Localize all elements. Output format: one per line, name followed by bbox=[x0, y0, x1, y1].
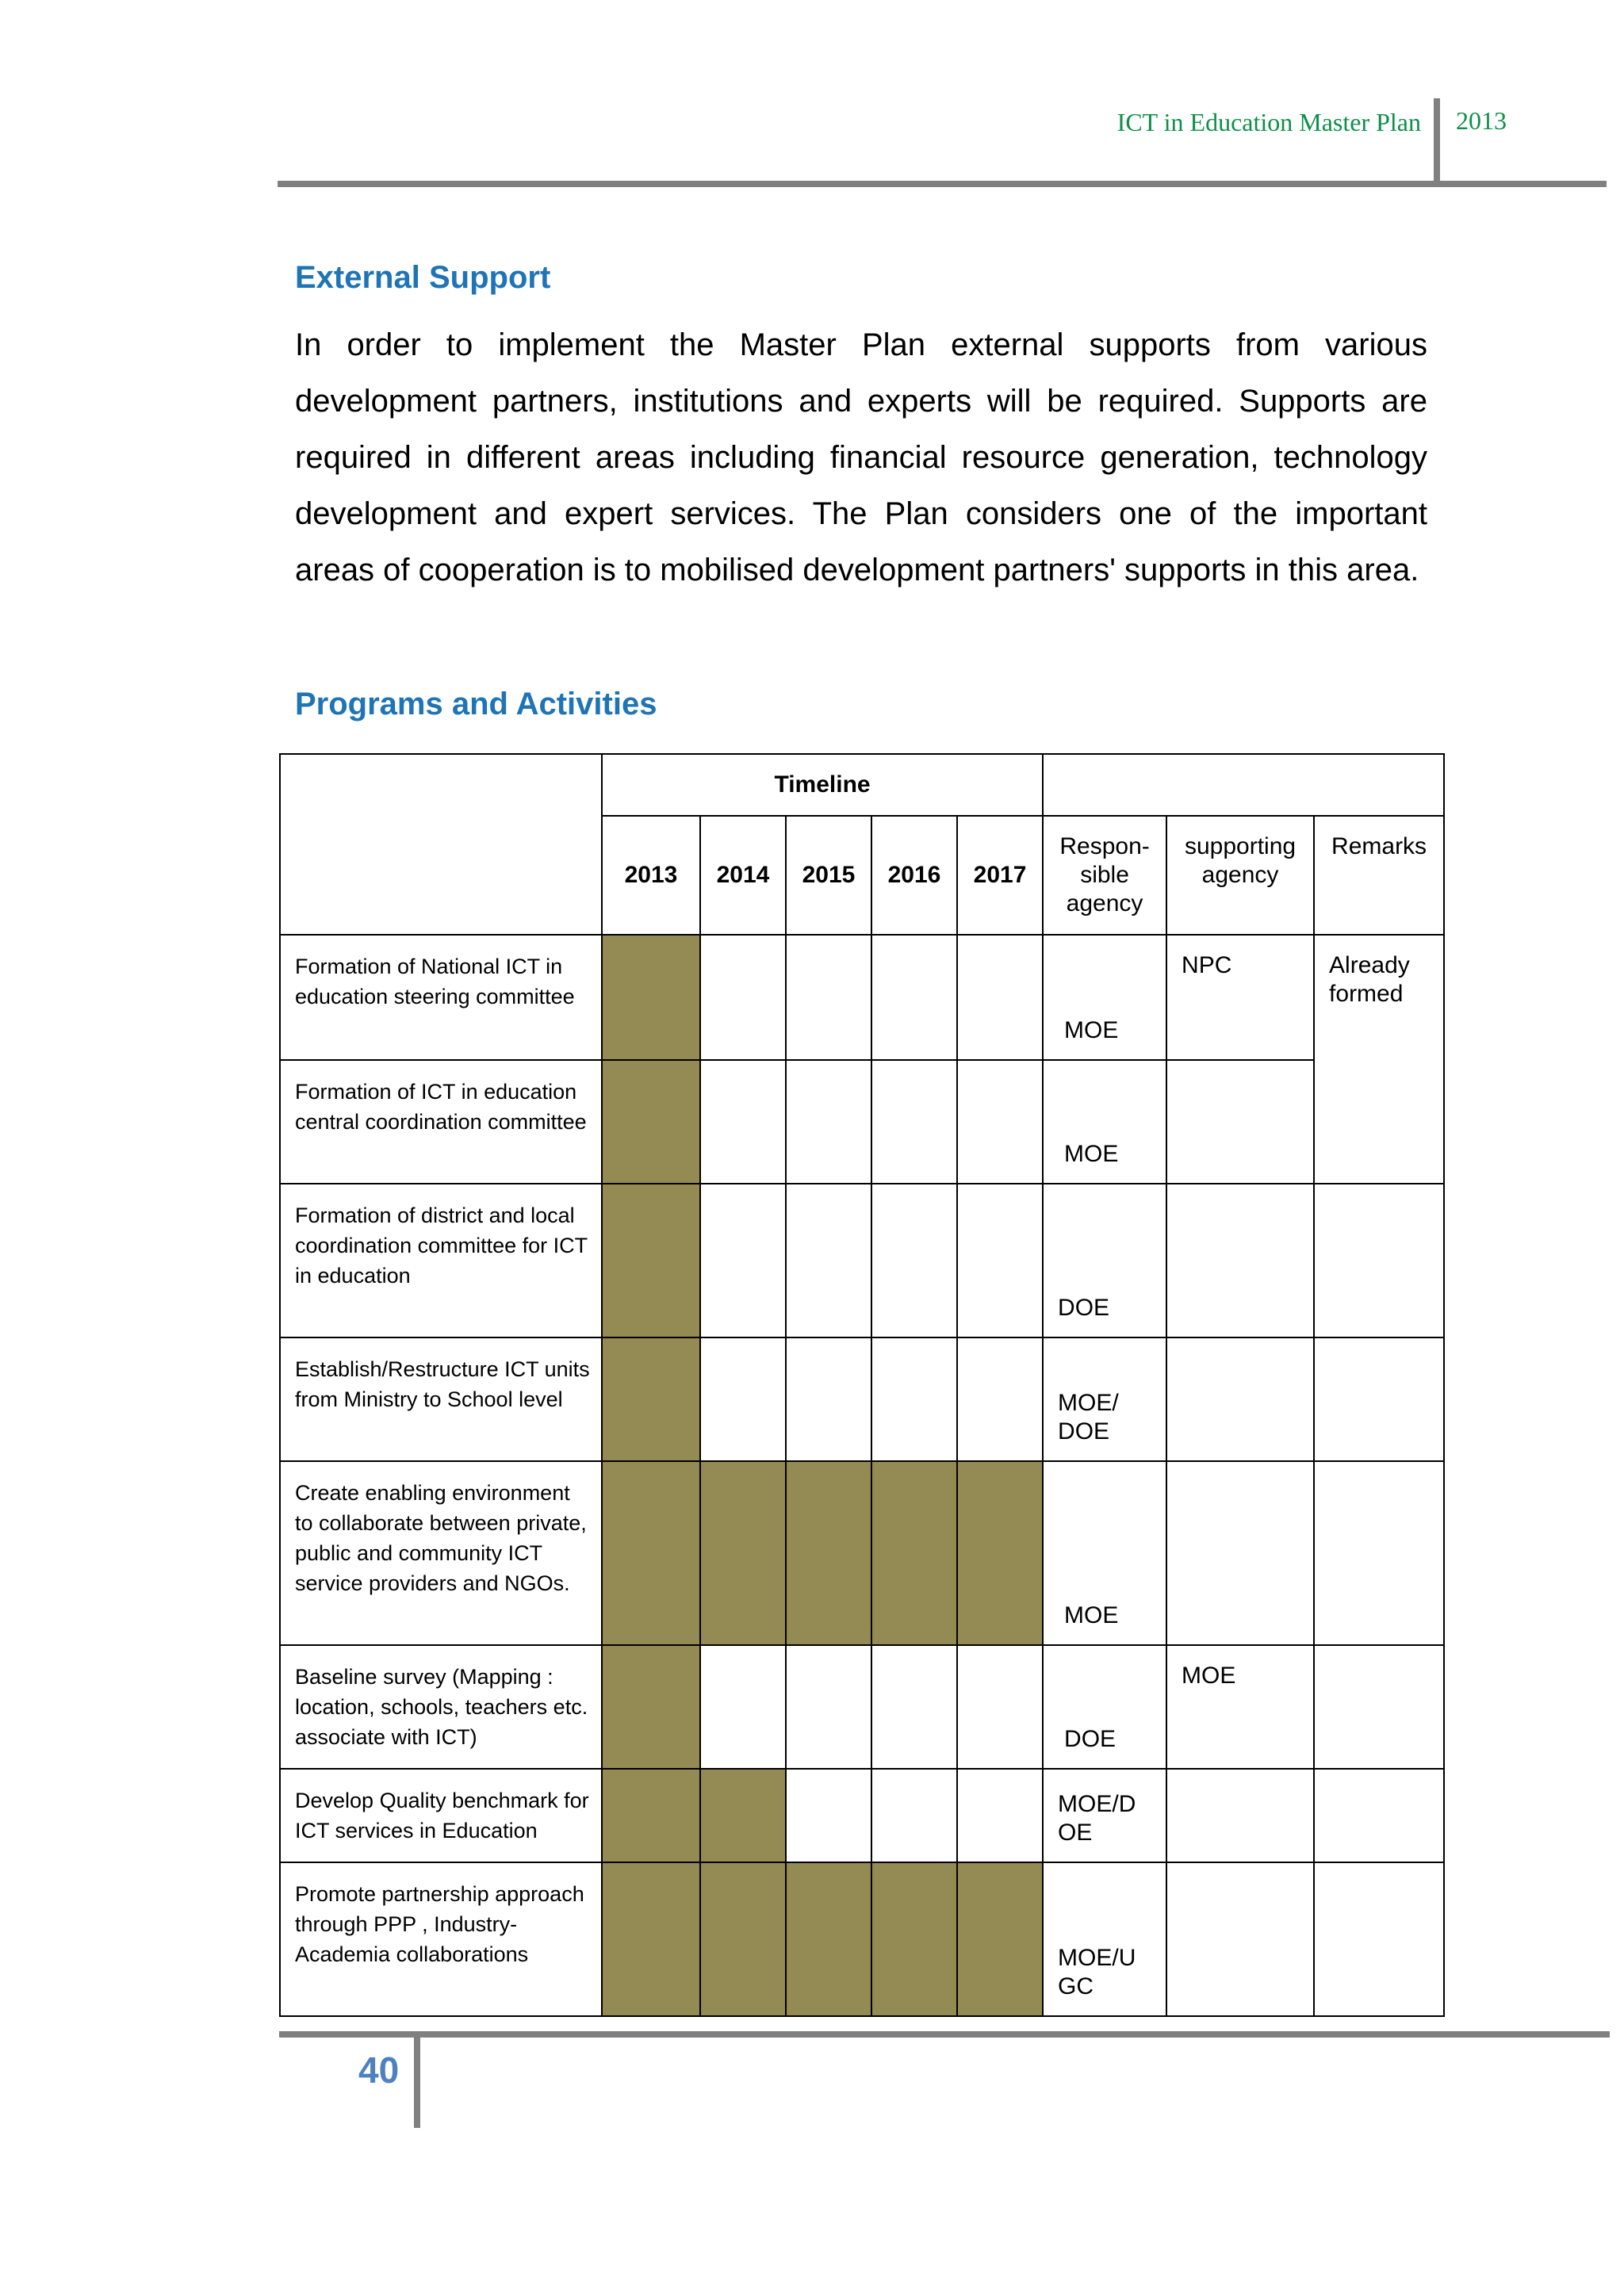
timeline-cell-2017 bbox=[957, 1645, 1043, 1769]
remarks-cell bbox=[1314, 1337, 1444, 1461]
timeline-cell-2013 bbox=[602, 1184, 700, 1337]
responsible-agency-cell: MOE/ DOE bbox=[1043, 1337, 1166, 1461]
responsible-agency-cell: MOE/U GC bbox=[1043, 1862, 1166, 2016]
timeline-cell-2015 bbox=[786, 1060, 871, 1184]
timeline-cell-2017 bbox=[957, 1337, 1043, 1461]
timeline-cell-2017 bbox=[957, 1461, 1043, 1645]
timeline-cell-2015 bbox=[786, 935, 871, 1060]
year-header-2015: 2015 bbox=[786, 816, 871, 935]
remarks-cell bbox=[1314, 1461, 1444, 1645]
table-row bbox=[280, 1862, 1444, 2016]
table-row bbox=[280, 1769, 1444, 1862]
year-header-2016: 2016 bbox=[871, 816, 957, 935]
supporting-agency-cell: MOE bbox=[1166, 1645, 1314, 1769]
external-support-paragraph: In order to implement the Master Plan external supports from various development partners, institutions and experts will be required. Supports are required in different areas including financial resource generation, technology development and expert services. The Plan considers one of the important areas of cooperation is to mobilised development partners' supports in this area. bbox=[295, 327, 1427, 587]
running-header-title: ICT in Education Master Plan bbox=[1116, 108, 1421, 136]
supporting-agency-cell bbox=[1166, 1060, 1314, 1184]
timeline-cell-2017 bbox=[957, 1769, 1043, 1862]
supporting-agency-cell bbox=[1166, 1184, 1314, 1337]
supporting-agency-cell: NPC bbox=[1166, 935, 1314, 1060]
timeline-cell-2014 bbox=[700, 1060, 786, 1184]
responsible-agency-cell: MOE bbox=[1043, 1461, 1166, 1645]
timeline-cell-2014 bbox=[700, 1769, 786, 1862]
timeline-cell-2016 bbox=[871, 1337, 957, 1461]
activity-cell: Promote partnership approach through PPP , Industry- Academia collaborations bbox=[280, 1862, 602, 2016]
activity-cell: Baseline survey (Mapping : location, schools, teachers etc. associate with ICT) bbox=[280, 1645, 602, 1769]
supporting-agency-cell bbox=[1166, 1461, 1314, 1645]
activity-cell: Formation of ICT in education central coordination committee bbox=[280, 1060, 602, 1184]
timeline-cell-2017 bbox=[957, 935, 1043, 1060]
timeline-cell-2017 bbox=[957, 1184, 1043, 1337]
timeline-cell-2016 bbox=[871, 1862, 957, 2016]
page-number: 40 bbox=[358, 2049, 400, 2091]
timeline-cell-2014 bbox=[700, 1461, 786, 1645]
timeline-header: Timeline bbox=[602, 754, 1043, 816]
remarks-cell bbox=[1314, 1862, 1444, 2016]
timeline-cell-2013 bbox=[602, 1862, 700, 2016]
timeline-cell-2013 bbox=[602, 935, 700, 1060]
timeline-cell-2015 bbox=[786, 1337, 871, 1461]
timeline-cell-2013 bbox=[602, 1769, 700, 1862]
timeline-cell-2015 bbox=[786, 1184, 871, 1337]
remarks-cell: Already formed bbox=[1314, 935, 1444, 1184]
activity-cell: Establish/Restructure ICT units from Ministry to School level bbox=[280, 1337, 602, 1461]
table-row bbox=[280, 1645, 1444, 1769]
responsible-agency-cell: DOE bbox=[1043, 1184, 1166, 1337]
table-row bbox=[280, 1461, 1444, 1645]
supporting-agency-cell bbox=[1166, 1769, 1314, 1862]
year-header-2014: 2014 bbox=[700, 816, 786, 935]
timeline-cell-2014 bbox=[700, 935, 786, 1060]
timeline-cell-2016 bbox=[871, 1060, 957, 1184]
remarks-header: Remarks bbox=[1314, 816, 1444, 935]
remarks-cell bbox=[1314, 1184, 1444, 1337]
activity-cell: Formation of district and local coordination committee for ICT in education bbox=[280, 1184, 602, 1337]
agency-header-blank bbox=[1043, 754, 1444, 816]
timeline-cell-2016 bbox=[871, 1184, 957, 1337]
remarks-cell bbox=[1314, 1645, 1444, 1769]
programs-activities-table bbox=[279, 753, 1445, 2017]
timeline-cell-2015 bbox=[786, 1769, 871, 1862]
heading-external-support: External Support bbox=[295, 260, 551, 295]
timeline-cell-2014 bbox=[700, 1645, 786, 1769]
table-row bbox=[280, 1184, 1444, 1337]
timeline-cell-2016 bbox=[871, 1461, 957, 1645]
timeline-cell-2013 bbox=[602, 1337, 700, 1461]
timeline-cell-2014 bbox=[700, 1184, 786, 1337]
remarks-cell bbox=[1314, 1769, 1444, 1862]
footer-rule bbox=[279, 2031, 1610, 2038]
heading-programs-activities: Programs and Activities bbox=[295, 687, 657, 721]
year-header-2017: 2017 bbox=[957, 816, 1043, 935]
timeline-cell-2015 bbox=[786, 1645, 871, 1769]
header-divider-vertical bbox=[1434, 98, 1440, 186]
responsible-agency-cell: MOE/D OE bbox=[1043, 1769, 1166, 1862]
timeline-cell-2015 bbox=[786, 1461, 871, 1645]
responsible-agency-cell: DOE bbox=[1043, 1645, 1166, 1769]
header-rule bbox=[278, 181, 1607, 187]
timeline-cell-2014 bbox=[700, 1862, 786, 2016]
running-header-year: 2013 bbox=[1456, 106, 1507, 135]
activity-header-cell bbox=[280, 754, 602, 935]
responsible-agency-header: Respon- sible agency bbox=[1043, 816, 1166, 935]
timeline-cell-2014 bbox=[700, 1337, 786, 1461]
supporting-agency-cell bbox=[1166, 1862, 1314, 2016]
table-row bbox=[280, 1337, 1444, 1461]
timeline-cell-2013 bbox=[602, 1645, 700, 1769]
timeline-cell-2016 bbox=[871, 1645, 957, 1769]
activity-cell: Formation of National ICT in education steering committee bbox=[280, 935, 602, 1060]
footer-divider-vertical bbox=[414, 2031, 420, 2128]
timeline-cell-2017 bbox=[957, 1862, 1043, 2016]
activity-cell: Create enabling environment to collaborate between private, public and community ICT service providers and NGOs. bbox=[280, 1461, 602, 1645]
table-row bbox=[280, 935, 1444, 1060]
responsible-agency-cell: MOE bbox=[1043, 935, 1166, 1060]
table-row bbox=[280, 1060, 1444, 1184]
table-header-row-timeline bbox=[280, 754, 1444, 816]
timeline-cell-2016 bbox=[871, 1769, 957, 1862]
activity-cell: Develop Quality benchmark for ICT services in Education bbox=[280, 1769, 602, 1862]
year-header-2013: 2013 bbox=[602, 816, 700, 935]
supporting-agency-header: supporting agency bbox=[1166, 816, 1314, 935]
responsible-agency-cell: MOE bbox=[1043, 1060, 1166, 1184]
timeline-cell-2013 bbox=[602, 1461, 700, 1645]
timeline-cell-2015 bbox=[786, 1862, 871, 2016]
supporting-agency-cell bbox=[1166, 1337, 1314, 1461]
timeline-cell-2017 bbox=[957, 1060, 1043, 1184]
timeline-cell-2016 bbox=[871, 935, 957, 1060]
timeline-cell-2013 bbox=[602, 1060, 700, 1184]
